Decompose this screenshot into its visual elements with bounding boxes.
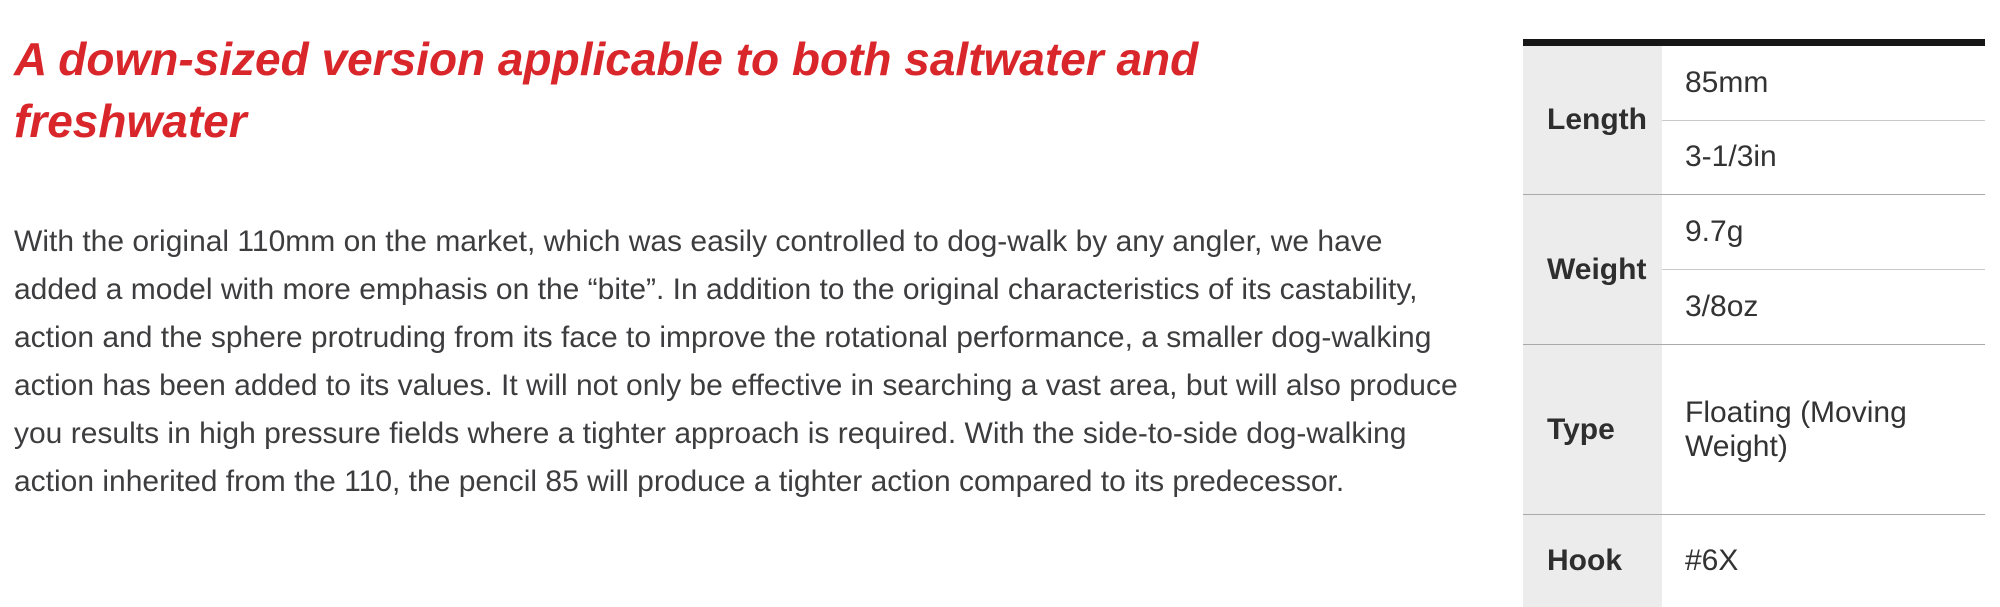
spec-value-length-mm: 85mm (1685, 65, 1769, 99)
product-headline (14, 28, 1344, 152)
spec-table (1523, 39, 1985, 607)
spec-row-hook (1523, 514, 1985, 607)
spec-row-type (1523, 344, 1985, 514)
spec-row-weight (1523, 194, 1985, 344)
spec-label-hook: Hook (1523, 515, 1662, 607)
spec-label-length: Length (1523, 46, 1662, 194)
product-description-paragraph (14, 218, 1494, 506)
paragraph-line: With the original 110mm on the market, which was easily controlled to dog-walk by any angler, we have (14, 225, 1383, 258)
paragraph-line: action inherited from the 110, the pencil 85 will produce a tighter action compared to its predecessor. (14, 465, 1345, 498)
spec-value-type: Floating (Moving Weight) (1685, 395, 1907, 463)
paragraph-line: added a model with more emphasis on the “bite”. In addition to the original characteristics of its castability, (14, 273, 1418, 306)
spec-values-hook (1662, 515, 1985, 607)
spec-values-type (1662, 345, 1985, 514)
spec-row-length (1523, 46, 1985, 194)
paragraph-line: action and the sphere protruding from its face to improve the rotational performance, a smaller dog-walking (14, 321, 1432, 354)
spec-label-type: Type (1523, 345, 1662, 514)
spec-values-length (1662, 46, 1985, 194)
spec-value-hook: #6X (1685, 544, 1739, 577)
product-description-section (14, 28, 1494, 506)
spec-value-weight-oz: 3/8oz (1662, 269, 1985, 344)
spec-label-weight: Weight (1523, 195, 1662, 344)
paragraph-line: action has been added to its values. It will not only be effective in searching a vast area, but will also produce (14, 369, 1458, 402)
headline-line-2: freshwater (14, 95, 247, 147)
spec-value-weight-g: 9.7g (1685, 215, 1744, 248)
headline-line-1: A down-sized version applicable to both saltwater and (14, 33, 1199, 85)
spec-values-weight (1662, 195, 1985, 344)
paragraph-line: you results in high pressure fields where a tighter approach is required. With the side-to-side dog-walking (14, 417, 1407, 450)
spec-value-length-in: 3-1/3in (1662, 120, 1985, 195)
